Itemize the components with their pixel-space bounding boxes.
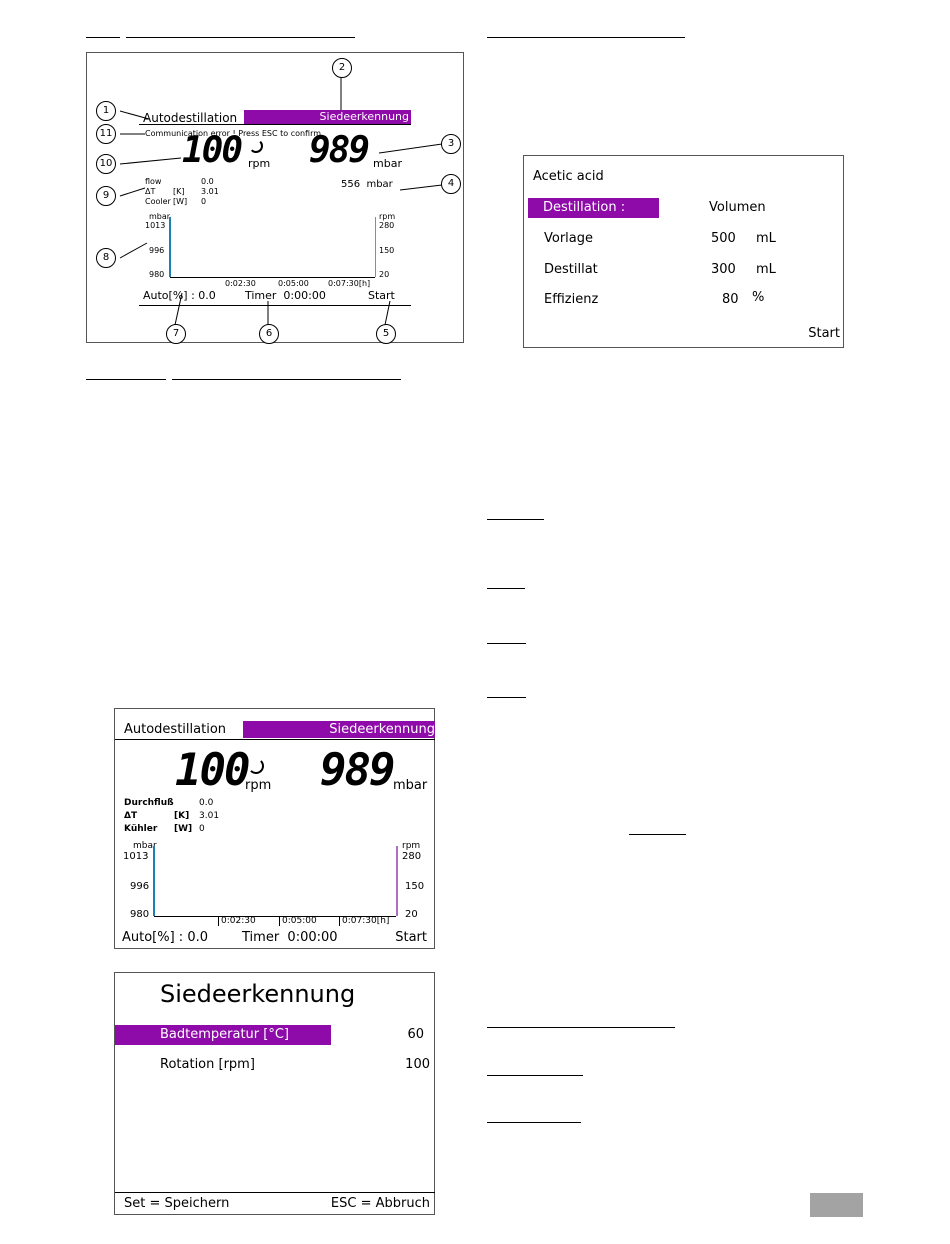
- footer-timer: Timer 0:00:00: [242, 930, 338, 945]
- rule: [487, 519, 544, 520]
- rule: [487, 1075, 583, 1076]
- page-number-box: [810, 1193, 863, 1217]
- start-label[interactable]: Start: [808, 326, 840, 341]
- rule: [487, 697, 526, 698]
- param-label: ΔT: [124, 811, 138, 821]
- row-label: Effizienz: [544, 292, 599, 307]
- param-label: flow: [145, 177, 162, 186]
- rule: [487, 1122, 581, 1123]
- param-unit: [W]: [173, 197, 188, 206]
- right-axis-tick: 150: [379, 246, 395, 255]
- setpoint-unit: mbar: [366, 179, 393, 190]
- rotation-icon: [249, 139, 263, 153]
- rule: [172, 379, 401, 380]
- row-label-selected[interactable]: Destillation :: [528, 198, 659, 218]
- pressure-unit: mbar: [393, 778, 428, 793]
- param-value: 3.01: [201, 187, 219, 196]
- rule: [487, 37, 685, 38]
- left-axis-unit: mbar: [149, 212, 171, 221]
- solvent-title: Acetic acid: [533, 169, 604, 184]
- rotation-icon: [248, 758, 264, 774]
- right-axis-tick: 20: [405, 909, 418, 920]
- right-axis-tick: 280: [379, 221, 395, 230]
- callout-4: 4: [441, 174, 461, 194]
- rule: [487, 1027, 675, 1028]
- speed-readout: 100: [182, 130, 242, 171]
- row-value: 300: [711, 262, 736, 277]
- screen-mode-tab[interactable]: Siedeerkennung: [243, 721, 435, 738]
- rule: [487, 643, 526, 644]
- pressure-readout: 989: [320, 745, 394, 796]
- screen-title: Autodestillation: [124, 722, 227, 737]
- left-axis-tick: 1013: [145, 221, 166, 230]
- figure-3-autodestillation-screen: [114, 708, 435, 949]
- footer-start: Start: [368, 289, 395, 302]
- param-label: Cooler: [145, 197, 171, 206]
- row-value: Volumen: [709, 200, 766, 215]
- row-label: Destillat: [544, 262, 598, 277]
- row-value: 500: [711, 231, 736, 246]
- row-label-selected[interactable]: Badtemperatur [°C]: [115, 1025, 331, 1045]
- row-unit: mL: [756, 262, 776, 277]
- rule: [487, 588, 525, 589]
- time-tick: 0:07:30[h]: [328, 279, 371, 288]
- row-value: 60: [407, 1027, 424, 1042]
- screen-title: Autodestillation: [143, 111, 238, 125]
- param-unit: [K]: [174, 811, 190, 821]
- callout-6: 6: [259, 324, 279, 344]
- footer-auto: Auto[%] : 0.0: [122, 930, 208, 945]
- row-label: Vorlage: [544, 231, 594, 246]
- callout-9: 9: [96, 186, 116, 206]
- footer-line: [115, 1192, 435, 1193]
- figure-2-distillation-settings: [523, 155, 844, 348]
- row-label: Rotation [rpm]: [160, 1057, 255, 1072]
- callout-8: 8: [96, 248, 116, 268]
- param-value: 0.0: [201, 177, 214, 186]
- setpoint-value: 556: [341, 179, 361, 190]
- row-value: 100: [405, 1057, 430, 1072]
- footer-auto: Auto[%] : 0.0: [143, 289, 216, 302]
- right-axis: [396, 846, 398, 916]
- param-unit: [K]: [173, 187, 185, 196]
- right-axis-tick: 150: [405, 881, 425, 892]
- right-axis: [375, 217, 376, 277]
- rule: [629, 834, 686, 835]
- param-value: 0.0: [199, 798, 214, 808]
- rule: [86, 379, 166, 380]
- rule: [86, 37, 120, 38]
- row-value: 80: [722, 292, 739, 307]
- footer-esc: ESC = Abbruch: [330, 1196, 430, 1211]
- time-tick: 0:02:30: [225, 279, 256, 288]
- row-unit: mL: [756, 231, 776, 246]
- time-tick: 0:02:30: [218, 916, 256, 926]
- title-underline: [115, 739, 435, 740]
- left-axis-tick: 980: [130, 909, 150, 920]
- row-unit: %: [752, 290, 765, 305]
- param-value: 0: [201, 197, 207, 206]
- param-label: Kühler: [124, 824, 158, 834]
- param-label: Durchfluß: [124, 798, 174, 808]
- right-axis-tick: 280: [402, 851, 422, 862]
- screen-title: Siedeerkennung: [160, 980, 356, 1008]
- param-value: 3.01: [199, 811, 220, 821]
- footer-set: Set = Speichern: [124, 1196, 230, 1211]
- time-tick: 0:05:00: [278, 279, 309, 288]
- footer-line: [139, 305, 411, 306]
- callout-3: 3: [441, 134, 461, 154]
- speed-unit: rpm: [245, 778, 272, 793]
- left-axis-tick: 980: [149, 270, 165, 279]
- pressure-readout: 989: [309, 130, 369, 171]
- setpoint-readout: [341, 179, 393, 190]
- speed-unit: rpm: [248, 157, 271, 170]
- params-table: [124, 797, 219, 836]
- footer-start[interactable]: Start: [395, 930, 427, 945]
- left-axis-tick: 996: [130, 881, 150, 892]
- callout-7: 7: [166, 324, 186, 344]
- callout-1: 1: [96, 101, 116, 121]
- left-axis: [169, 217, 171, 277]
- figure-4-boiling-detection-settings: [114, 972, 435, 1215]
- time-tick: 0:07:30[h]: [339, 916, 389, 926]
- error-message: Communication error ! Press ESC to confirm: [145, 129, 322, 138]
- right-axis-tick: 20: [379, 270, 390, 279]
- param-value: 0: [199, 824, 205, 834]
- callout-11: 11: [96, 124, 116, 144]
- right-axis-unit: rpm: [379, 212, 396, 221]
- callout-5: 5: [376, 324, 396, 344]
- time-tick: 0:05:00: [279, 916, 317, 926]
- callout-2: 2: [332, 58, 352, 78]
- title-underline: [139, 124, 411, 125]
- speed-readout: 100: [175, 745, 249, 796]
- params-table: [145, 177, 219, 207]
- time-axis: [170, 277, 375, 278]
- figure-1-annotated-screen: [86, 52, 464, 343]
- left-axis: [153, 846, 155, 916]
- screen-mode-tab: Siedeerkennung: [244, 110, 411, 124]
- pressure-unit: mbar: [373, 157, 402, 170]
- callout-10: 10: [96, 154, 116, 174]
- param-label: ΔT: [145, 187, 156, 196]
- left-axis-tick: 1013: [123, 851, 149, 862]
- rule: [126, 37, 355, 38]
- left-axis-tick: 996: [149, 246, 165, 255]
- param-unit: [W]: [174, 824, 193, 834]
- right-axis-unit: rpm: [402, 841, 421, 851]
- left-axis-unit: mbar: [133, 841, 157, 851]
- footer-timer: Timer 0:00:00: [245, 289, 326, 302]
